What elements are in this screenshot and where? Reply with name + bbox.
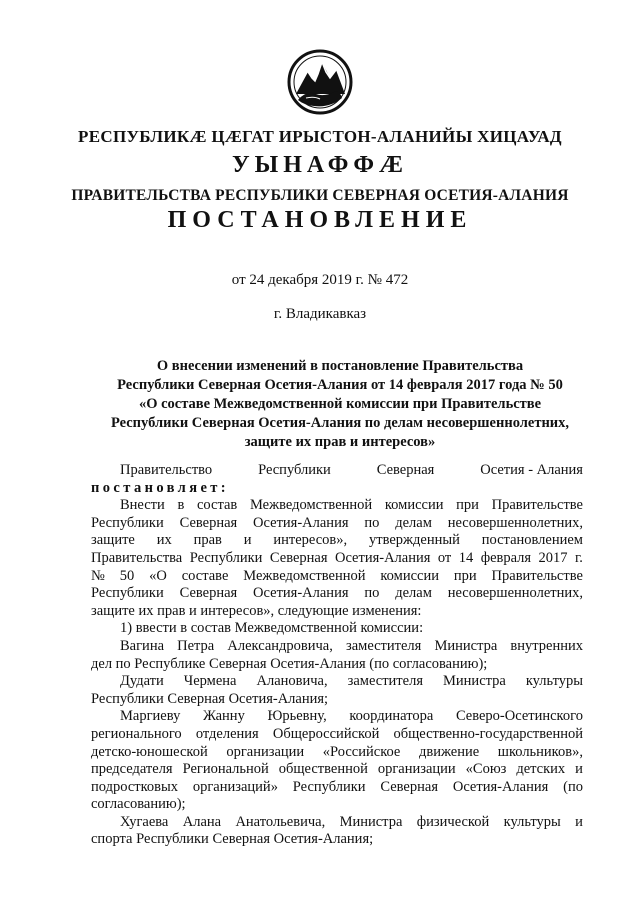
body-word: Алана <box>182 813 222 830</box>
body-word: Министра <box>339 813 403 830</box>
document-city: г. Владикавказ <box>273 306 367 322</box>
body-word: «Союз <box>465 761 507 778</box>
body-word: от <box>437 549 452 566</box>
paragraph-line <box>91 761 583 779</box>
paragraph-line <box>91 638 583 656</box>
body-word: Правительстве <box>491 497 583 514</box>
body-word: постановлением <box>481 532 583 549</box>
body-word: культуры <box>525 673 583 690</box>
body-word: Анатольевича, <box>235 813 326 830</box>
body-word: их <box>156 532 172 549</box>
paragraph-line <box>91 550 583 568</box>
body-word: составе <box>181 567 229 584</box>
title-line: «О составе Межведомственной комиссии при Правительстве <box>138 396 542 412</box>
body-word: защите <box>91 532 135 549</box>
body-word: утвержденный <box>369 532 460 549</box>
body-word: состав <box>197 497 238 514</box>
body-word: при <box>453 567 477 584</box>
paragraph-line <box>91 726 583 744</box>
body-word: и <box>575 761 583 778</box>
body-word: Северо-Осетинского <box>455 708 583 725</box>
document-date-number: от 24 декабря 2019 г. № 472 <box>231 272 409 288</box>
paragraph-line <box>91 515 583 533</box>
paragraph-line-last: спорта Республики Северная Осетия-Алания; <box>91 831 374 848</box>
body-word: Республики <box>91 514 164 531</box>
body-word: Осетия-Алания <box>253 514 349 531</box>
body-word: Осетия-Алания <box>334 549 431 566</box>
body-word: интересов», <box>273 532 348 549</box>
body-word: Межведомственной <box>243 567 366 584</box>
body-word: общественной <box>278 761 368 778</box>
body-word: Республики <box>292 778 366 795</box>
body-word: внутренних <box>510 637 583 654</box>
body-word: Северная <box>179 514 238 531</box>
intro-line <box>91 462 583 480</box>
body-word: Осетия-Алания <box>253 585 349 602</box>
body-word: детских <box>516 761 566 778</box>
paragraph-line <box>91 532 583 550</box>
body-word: Правительство <box>120 462 213 478</box>
body-word: и <box>243 532 252 549</box>
body-word: Дудати <box>120 673 164 690</box>
paragraph-member-dudati <box>91 673 583 691</box>
body-word: Правительства <box>91 549 183 566</box>
paragraph-line <box>91 568 583 586</box>
paragraph-line <box>91 497 583 515</box>
body-word: заместителя <box>345 637 422 654</box>
body-word: Петра <box>177 637 215 654</box>
body-word: подростковых <box>91 778 178 795</box>
body-word: Республики <box>258 462 331 478</box>
body-word: прав <box>193 532 222 549</box>
body-word: общественно-государственной <box>393 725 583 742</box>
paragraph-line <box>91 779 583 797</box>
document-type-title: ПОСТАНОВЛЕНИЕ <box>167 207 473 233</box>
body-word: председателя <box>91 761 173 778</box>
body-word: «Российское <box>322 743 401 760</box>
body-word: Республики <box>189 549 263 566</box>
paragraph-line-last: защите их прав и интересов», следующие изменения: <box>91 602 422 619</box>
body-word: движение <box>418 743 480 760</box>
body-word: Региональной <box>182 761 269 778</box>
document-body <box>91 462 583 849</box>
body-word: в <box>177 497 185 514</box>
body-word: г. <box>575 549 583 566</box>
body-word: Общероссийской <box>272 725 380 742</box>
paragraph-line <box>91 814 583 832</box>
body-word: февраля <box>480 549 532 566</box>
body-word: Северная <box>376 462 435 478</box>
body-word: 50 <box>119 567 135 584</box>
body-word: Правительстве <box>491 567 583 584</box>
title-line: О внесении изменений в постановление Правительства <box>156 358 524 374</box>
body-word: Вагина <box>120 637 165 654</box>
body-word: заместителя <box>347 673 423 690</box>
body-word: регионального <box>91 725 182 742</box>
body-word: 14 <box>458 549 474 566</box>
paragraph-line <box>91 585 583 603</box>
title-line: Республики Северная Осетия-Алания по делам несовершеннолетних, <box>110 415 570 431</box>
body-word: делам <box>395 514 432 531</box>
paragraph-member-khugaev <box>91 814 583 832</box>
body-word: Осетия-Алания <box>452 778 549 795</box>
body-word: Жанну <box>202 708 245 725</box>
body-word: «О <box>149 567 167 584</box>
body-word: (по <box>563 778 583 795</box>
body-word: по <box>364 585 380 602</box>
body-word: Республики <box>91 585 164 602</box>
body-word: Министра <box>434 637 498 654</box>
header-ossetian-decree: УЫНАФФӔ <box>232 152 408 178</box>
header-government-name: ПРАВИТЕЛЬСТВА РЕСПУБЛИКИ СЕВЕРНАЯ ОСЕТИЯ-АЛАНИЯ <box>71 187 569 204</box>
body-word: делам <box>395 585 432 602</box>
body-word: школьников», <box>497 743 583 760</box>
body-word: при <box>456 497 479 514</box>
body-word: Чермена <box>183 673 237 690</box>
body-word: несовершеннолетних, <box>447 585 583 602</box>
body-word: организации <box>377 761 456 778</box>
body-word: культуры <box>503 813 561 830</box>
body-word: несовершеннолетних, <box>447 514 583 531</box>
body-word: организаций» <box>192 778 278 795</box>
body-word: Юрьевну, <box>267 708 327 725</box>
paragraph-line-last: Республики Северная Осетия-Алания; <box>91 690 329 707</box>
paragraph-line <box>91 744 583 762</box>
paragraph-line-last: дел по Республике Северная Осетия-Алания (по согласованию); <box>91 655 488 672</box>
body-word: Александровича, <box>227 637 333 654</box>
body-word: комиссии <box>380 567 439 584</box>
paragraph-line-last: согласованию); <box>91 796 186 813</box>
body-word: № <box>91 567 105 584</box>
postanovlyaet-line: постановляет: <box>91 479 230 496</box>
body-word: детско-юношеской <box>91 743 208 760</box>
paragraph-item-1: 1) ввести в состав Межведомственной комиссии: <box>120 620 424 637</box>
paragraph-member-margieva <box>91 708 583 796</box>
paragraph-line <box>91 708 583 726</box>
header-ossetian-government: РЕСПУБЛИКӔ ЦӔГАТ ИРЫСТОН-АЛАНИЙЫ ХИЦАУАД <box>78 127 562 146</box>
body-word: Хугаева <box>120 813 169 830</box>
body-word: координатора <box>349 708 434 725</box>
body-word: Внести <box>120 497 165 514</box>
paragraph-amendment <box>91 497 583 603</box>
body-word: по <box>364 514 380 531</box>
paragraph-member-vagin <box>91 638 583 656</box>
coat-of-arms-emblem <box>284 48 356 116</box>
title-line: Республики Северная Осетия-Алания от 14 февраля 2017 года № 50 <box>117 377 563 393</box>
body-word: 2017 <box>538 549 568 566</box>
body-word: организации <box>226 743 305 760</box>
body-word: комиссии <box>384 497 444 514</box>
paragraph-line <box>91 673 583 691</box>
title-line: защите их прав и интересов» <box>244 434 436 450</box>
body-word: Северная <box>380 778 438 795</box>
document-subject-title <box>80 357 600 452</box>
body-word: отделения <box>195 725 259 742</box>
body-word: Северная <box>179 585 238 602</box>
body-word: Маргиеву <box>120 708 181 725</box>
body-word: Межведомственной <box>249 497 373 514</box>
body-word: и <box>575 813 583 830</box>
body-word: Осетия - Алания <box>480 462 583 478</box>
body-word: Министра <box>443 673 506 690</box>
body-word: физической <box>416 813 490 830</box>
body-word: Алановича, <box>256 673 328 690</box>
body-word: Северная <box>269 549 328 566</box>
